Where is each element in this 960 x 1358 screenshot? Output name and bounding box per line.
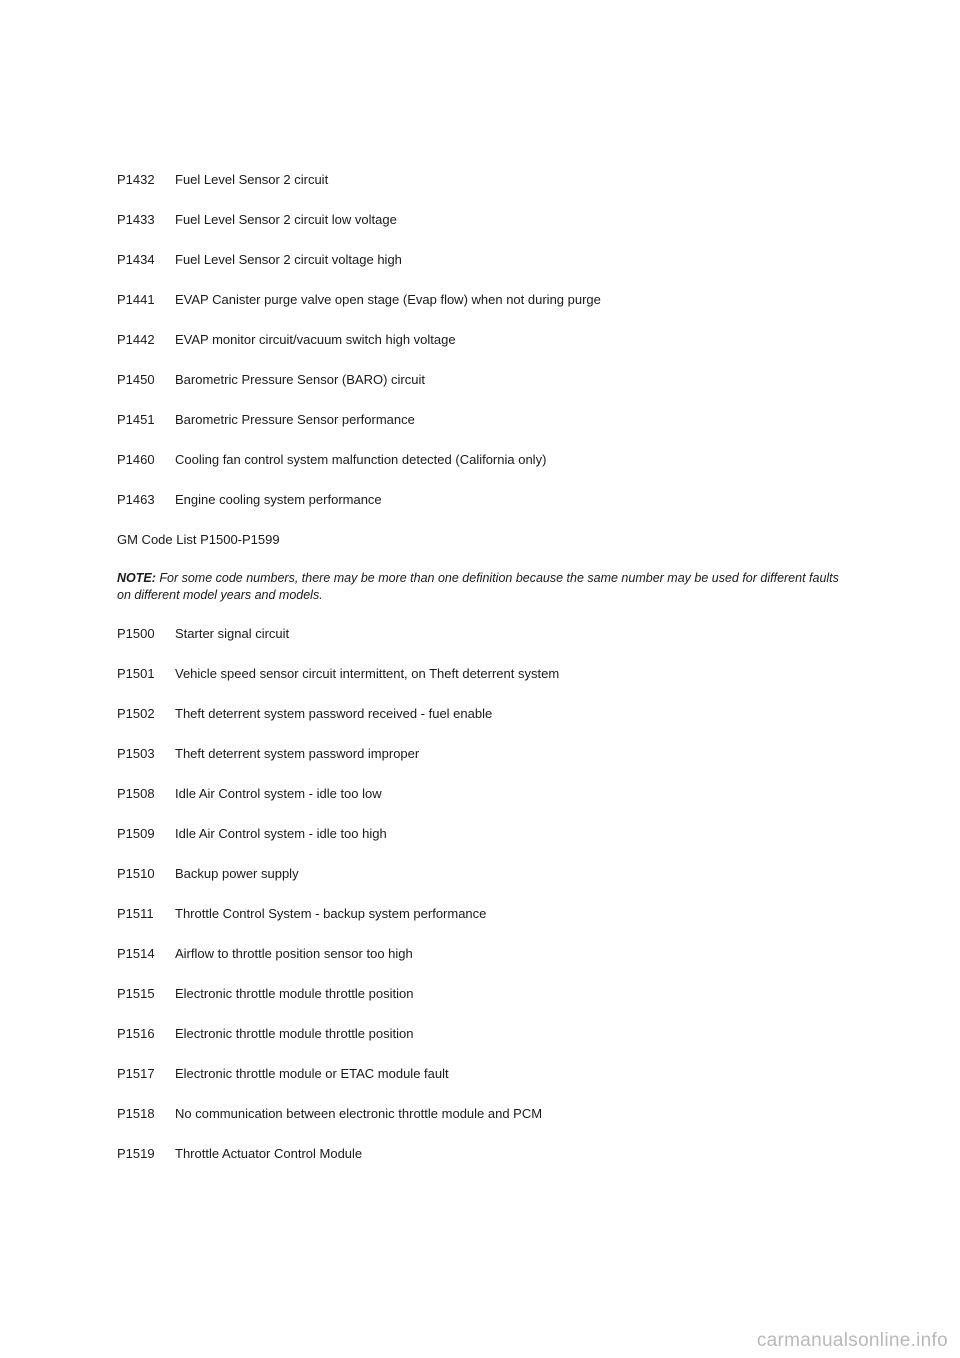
code-description: Idle Air Control system - idle too high [175, 826, 387, 841]
code-entry [117, 904, 857, 944]
code-entry [117, 624, 857, 664]
code-entry [117, 824, 857, 864]
code-number: P1501 [117, 666, 155, 681]
code-number: P1508 [117, 786, 155, 801]
code-entry [117, 784, 857, 824]
code-description: EVAP monitor circuit/vacuum switch high voltage [175, 332, 456, 347]
code-description: Idle Air Control system - idle too low [175, 786, 382, 801]
code-number: P1509 [117, 826, 155, 841]
code-number: P1516 [117, 1026, 155, 1041]
code-entry [117, 290, 857, 330]
code-number: P1441 [117, 292, 155, 307]
code-entry [117, 330, 857, 370]
code-entry [117, 1064, 857, 1104]
code-description: Throttle Actuator Control Module [175, 1146, 363, 1161]
code-description: Fuel Level Sensor 2 circuit low voltage [175, 212, 397, 227]
code-description: Theft deterrent system password improper [175, 746, 420, 761]
code-description: Barometric Pressure Sensor performance [175, 412, 415, 427]
code-description: Cooling fan control system malfunction detected (California only) [175, 452, 547, 467]
code-number: P1460 [117, 452, 155, 467]
code-number: P1450 [117, 372, 155, 387]
code-description: Electronic throttle module throttle position [175, 986, 414, 1001]
code-description: Fuel Level Sensor 2 circuit voltage high [175, 252, 402, 267]
code-description: Throttle Control System - backup system performance [175, 906, 487, 921]
code-entry [117, 250, 857, 290]
code-description: Electronic throttle module throttle position [175, 1026, 414, 1041]
code-description: Engine cooling system performance [175, 492, 382, 507]
note-text: For some code numbers, there may be more than one definition because the same number may be used for different faults on different model years and models. [117, 571, 839, 602]
code-number: P1510 [117, 866, 155, 881]
code-description: Electronic throttle module or ETAC module fault [175, 1066, 449, 1081]
code-number: P1518 [117, 1106, 155, 1121]
code-entry [117, 450, 857, 490]
code-entry [117, 744, 857, 784]
code-entry [117, 984, 857, 1024]
code-entry [117, 410, 857, 450]
code-number: P1432 [117, 172, 155, 187]
code-entry [117, 1104, 857, 1144]
note-paragraph [117, 570, 839, 604]
code-number: P1514 [117, 946, 155, 961]
code-number: P1434 [117, 252, 155, 267]
code-description: Fuel Level Sensor 2 circuit [175, 172, 329, 187]
code-entry [117, 704, 857, 744]
code-entry [117, 1144, 857, 1184]
code-description: No communication between electronic throttle module and PCM [175, 1106, 543, 1121]
code-number: P1451 [117, 412, 155, 427]
code-description: Backup power supply [175, 866, 299, 881]
section-heading: GM Code List P1500-P1599 [117, 532, 280, 547]
code-description: Airflow to throttle position sensor too high [175, 946, 413, 961]
code-entry [117, 944, 857, 984]
code-entry [117, 664, 857, 704]
code-entry [117, 864, 857, 904]
watermark-footer: carmanualsonline.info [756, 1330, 948, 1351]
code-entry [117, 490, 857, 530]
code-entry [117, 1024, 857, 1064]
code-description: Theft deterrent system password received - fuel enable [175, 706, 493, 721]
code-number: P1511 [117, 906, 154, 921]
code-description: Starter signal circuit [175, 626, 290, 641]
code-number: P1517 [117, 1066, 155, 1081]
code-description: Vehicle speed sensor circuit intermittent, on Theft deterrent system [175, 666, 560, 681]
note-label: NOTE: [117, 571, 156, 585]
code-list [117, 170, 857, 1184]
code-number: P1463 [117, 492, 155, 507]
code-number: P1503 [117, 746, 155, 761]
code-number: P1500 [117, 626, 155, 641]
code-number: P1515 [117, 986, 155, 1001]
code-number: P1442 [117, 332, 155, 347]
code-description: Barometric Pressure Sensor (BARO) circuit [175, 372, 425, 387]
code-description: EVAP Canister purge valve open stage (Evap flow) when not during purge [175, 292, 601, 307]
code-number: P1433 [117, 212, 155, 227]
code-entry [117, 170, 857, 210]
code-number: P1519 [117, 1146, 155, 1161]
code-entry [117, 370, 857, 410]
code-entry [117, 210, 857, 250]
code-number: P1502 [117, 706, 155, 721]
